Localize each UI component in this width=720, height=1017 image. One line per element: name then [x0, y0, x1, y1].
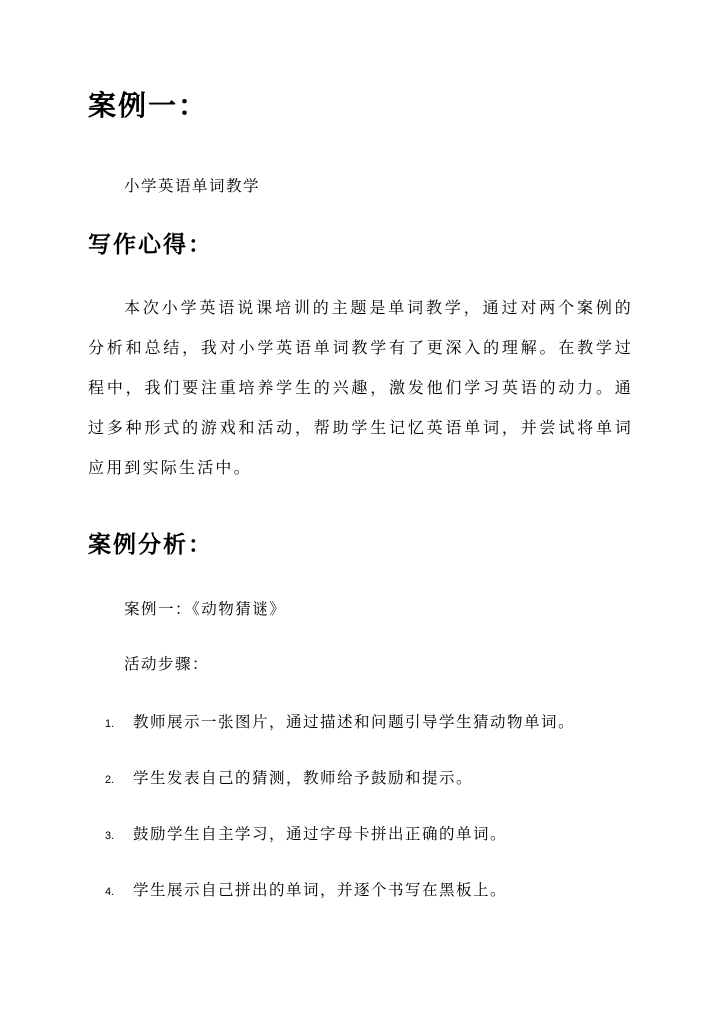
writing-heading: 写作心得： — [88, 231, 213, 258]
step-text: 学生展示自己拼出的单词，并逐个书写在黑板上。 — [133, 881, 508, 899]
analysis-case-title: 案例一：《动物猜谜》 — [124, 600, 287, 618]
step-text: 教师展示一张图片，通过描述和问题引导学生猜动物单词。 — [133, 713, 576, 731]
step-number: 4. — [105, 886, 115, 898]
step-number: 1. — [105, 718, 115, 730]
step-text: 学生发表自己的猜测，教师给予鼓励和提示。 — [133, 769, 474, 787]
writing-body-paragraph: 本次小学英语说课培训的主题是单词教学，通过对两个案例的分析和总结，我对小学英语单词教学有了更深入的理解。在教学过程中，我们要注重培养学生的兴趣，激发他们学习英语的动力。通过多种形式的游戏和活动，帮助学生记忆英语单词，并尝试将单词应用到实际生活中。 — [88, 298, 633, 477]
list-item — [105, 706, 575, 762]
steps-label: 活动步骤： — [124, 655, 210, 673]
steps-list — [105, 706, 575, 930]
step-number: 2. — [105, 774, 115, 786]
list-item — [105, 818, 575, 874]
list-item — [105, 762, 575, 818]
case-subtitle: 小学英语单词教学 — [124, 177, 261, 195]
list-item — [105, 874, 575, 930]
step-number: 3. — [105, 830, 115, 842]
step-text: 鼓励学生自主学习，通过字母卡拼出正确的单词。 — [133, 825, 508, 843]
case-title: 案例一： — [88, 89, 209, 122]
analysis-heading: 案例分析： — [88, 531, 213, 558]
